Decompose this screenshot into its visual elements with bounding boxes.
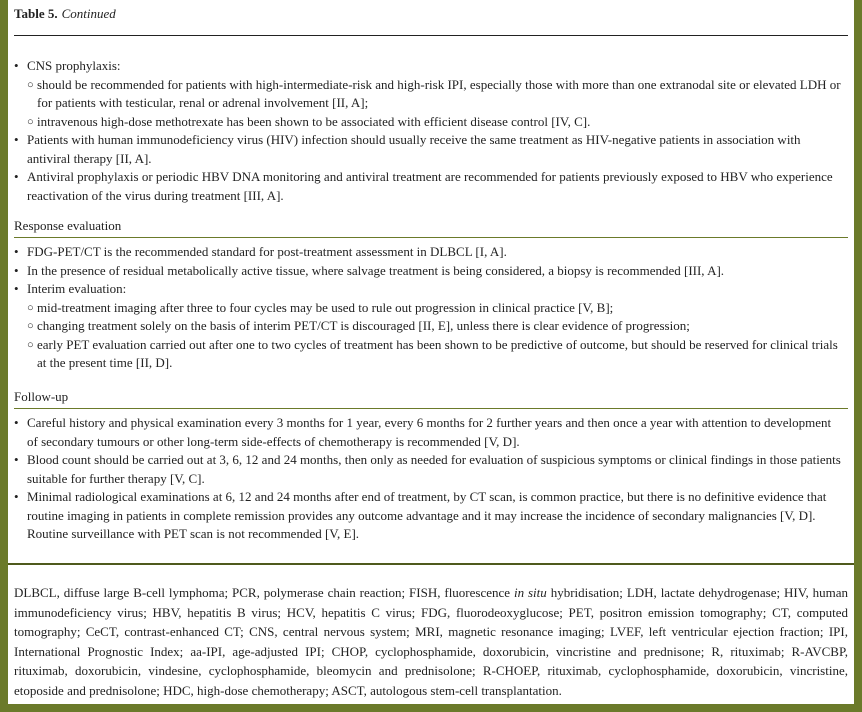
caption-rule [14, 35, 848, 36]
table-footer-rule [8, 563, 854, 565]
section-heading-response: Response evaluation [14, 218, 848, 238]
circle-bullet-icon: ○ [27, 338, 34, 351]
table-caption [14, 6, 116, 22]
bullet-icon: • [14, 244, 19, 259]
section-heading-follow-up: Follow-up [14, 389, 848, 409]
list-item [14, 414, 842, 451]
section-response [14, 243, 842, 373]
item-text: CNS prophylaxis: [27, 58, 121, 73]
item-text: FDG-PET/CT is the recommended standard for post-treatment assessment in DLBCL [I, A]. [27, 244, 507, 259]
bullet-icon: • [14, 489, 19, 504]
bullet-icon: • [14, 262, 19, 278]
circle-bullet-icon: ○ [27, 301, 34, 314]
list-item [14, 57, 842, 76]
bullet-icon: • [14, 169, 19, 184]
bullet-icon: • [14, 58, 19, 73]
footnote-text-2: hybridisation; LDH, lactate dehydrogenase; HIV, human immunodeficiency virus; HBV, hepatitis B virus; HCV, hepatitis C virus; FDG, fluorodeoxyglucose; PET, positron emission tomography; CT, computed tomography; CeCT, contrast-enhanced CT; CNS, central nervous system; MRI, magnetic resonance imaging; LVEF, left ventricular ejection fraction; IPI, International Prognostic Index; aa-IPI, age-adjusted IPI; CHOP, cyclophosphamide, doxorubicin, vincristine and prednisone; R, rituximab; R-AVCBP, rituximab, doxorubicin, vindesine, cyclophosphamide, bleomycin and prednisolone; R-CHOEP, rituximab, cyclophosphamide, doxorubicin, vincristine, etoposide and prednisolone; HDC, high-dose chemotherapy; ASCT, autologous stem-cell transplantation. [14, 585, 848, 698]
table-continued: Continued [61, 6, 116, 21]
footnote-italic: in situ [513, 585, 547, 600]
item-text: Blood count should be carried out at 3, 6, 12 and 24 months, then only as needed for evaluation of suspicious symptoms or clinical findings in those patients suitable for further therapy [V, C]. [27, 452, 841, 486]
list-item [14, 451, 842, 488]
item-text: Careful history and physical examination every 3 months for 1 year, every 6 months for 2 further years and then once a year with attention to development of secondary tumours or other long-term side-effects of chemotherapy is recommended [V, D]. [27, 415, 832, 449]
sub-list-item [14, 299, 842, 318]
sub-list-item [14, 113, 842, 132]
circle-bullet-icon: ○ [27, 320, 34, 332]
sub-list-item [14, 76, 842, 113]
bullet-icon: • [14, 132, 19, 147]
section-follow-up [14, 414, 842, 544]
list-item [14, 488, 842, 544]
bullet-icon: • [14, 452, 19, 467]
section-cns [14, 57, 842, 205]
item-text: early PET evaluation carried out after one to two cycles of treatment has been shown to be predictive of outcome, but should be reserved for clinical trials at the present time [II, D]. [37, 336, 838, 370]
table-label: Table 5. [14, 6, 58, 21]
list-item [14, 243, 842, 262]
item-text: mid-treatment imaging after three to four cycles may be used to rule out progression in clinical practice [V, B]; [37, 299, 614, 315]
list-item [14, 262, 842, 281]
item-text: changing treatment solely on the basis of interim PET/CT is discouraged [II, E], unless there is clear evidence of progression; [37, 318, 690, 333]
list-item [14, 280, 842, 299]
abbreviations-footnote [14, 583, 848, 700]
bullet-icon: • [14, 281, 19, 296]
item-text: intravenous high-dose methotrexate has been shown to be associated with efficient disease control [IV, C]. [37, 113, 591, 129]
circle-bullet-icon: ○ [27, 78, 34, 91]
bullet-icon: • [14, 415, 19, 430]
list-item [14, 168, 842, 205]
item-text: should be recommended for patients with high-intermediate-risk and high-risk IPI, especially those with more than one extranodal site or elevated LDH or for patients with testicular, renal or adrenal involvement [II, A]; [37, 76, 841, 110]
list-item [14, 131, 842, 168]
item-text: In the presence of residual metabolically active tissue, where salvage treatment is being considered, a biopsy is recommended [III, A]. [27, 262, 725, 278]
footnote-text-1: DLBCL, diffuse large B-cell lymphoma; PCR, polymerase chain reaction; FISH, fluorescence [14, 585, 514, 600]
circle-bullet-icon: ○ [27, 115, 34, 128]
sub-list-item [14, 317, 842, 336]
item-text: Minimal radiological examinations at 6, 12 and 24 months after end of treatment, by CT scan, is common practice, but there is no definitive evidence that routine imaging in patients in complete remission provides any outcome advantage and it may increase the incidence of secondary malignancies [V, D]. Routine surveillance with PET scan is not recommended [V, E]. [27, 489, 827, 541]
item-text: Antiviral prophylaxis or periodic HBV DNA monitoring and antiviral treatment are recommended for patients previously exposed to HBV who experience reactivation of the virus during treatment [III, A]. [27, 169, 833, 203]
item-text: Interim evaluation: [27, 281, 127, 296]
sub-list-item [14, 336, 842, 373]
item-text: Patients with human immunodeficiency virus (HIV) infection should usually receive the same treatment as HIV-negative patients in association with antiviral therapy [II, A]. [27, 132, 801, 166]
